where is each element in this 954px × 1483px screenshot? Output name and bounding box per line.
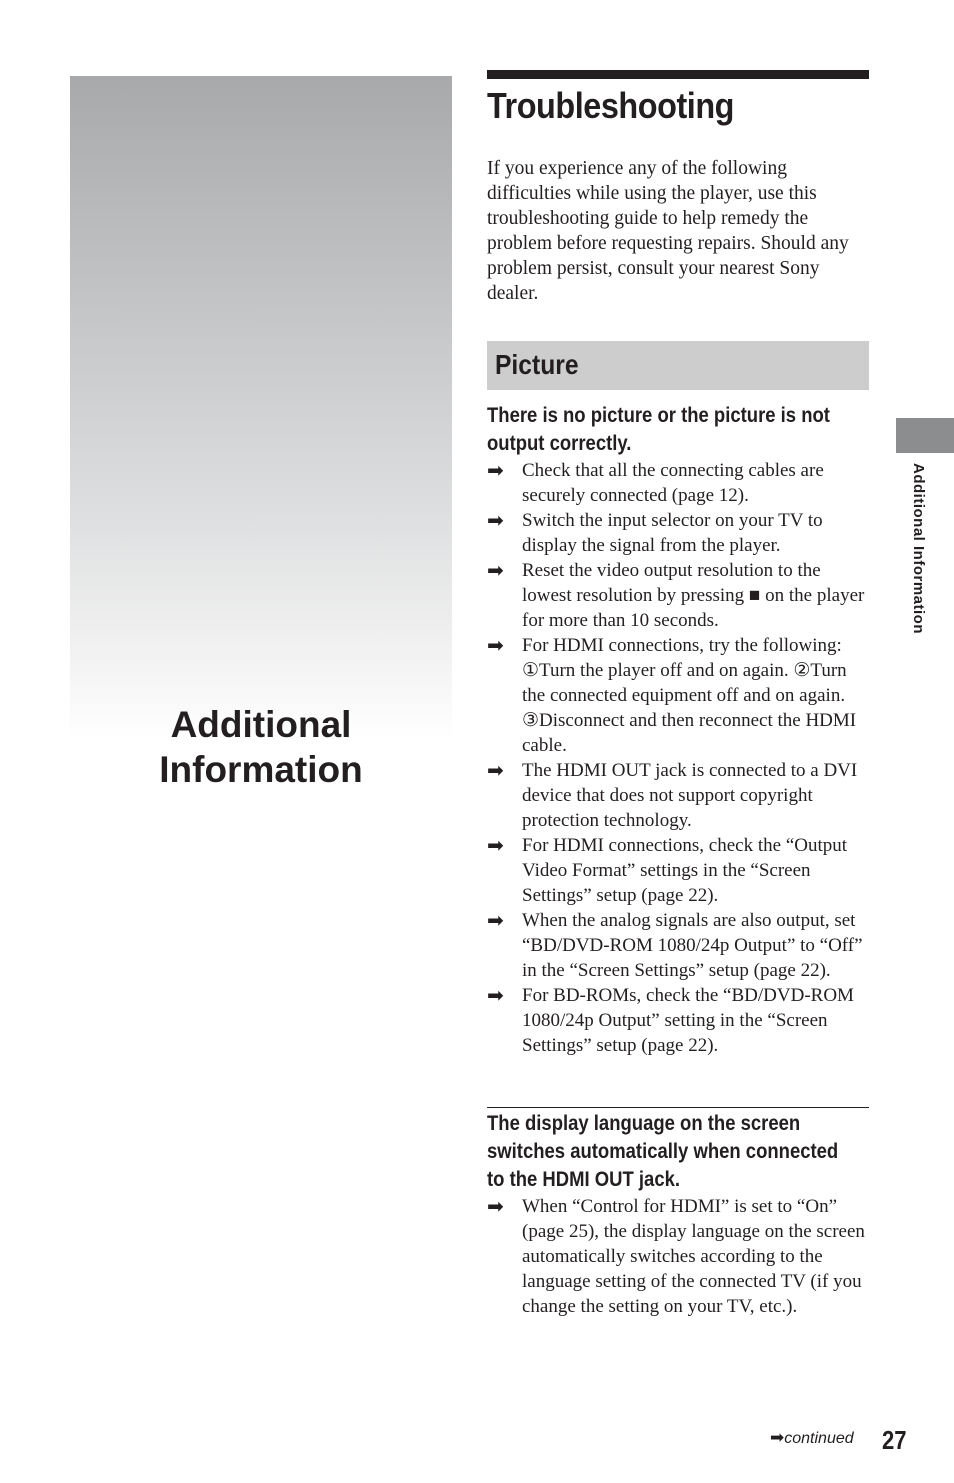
arrow-right-icon: ➡ — [487, 1194, 504, 1218]
intro-paragraph: If you experience any of the following difficulties while using the player, use this troubleshooting guide to help remedy the problem before requesting repairs. Should any problem persist, consult your nearest Sony dealer. — [487, 158, 849, 304]
solution-item — [487, 633, 869, 758]
solution-item — [487, 833, 869, 908]
section-title-line1: Additional — [170, 704, 352, 745]
arrow-right-icon: ➡ — [487, 758, 504, 782]
solution-item — [487, 908, 869, 983]
continued-note — [770, 1428, 854, 1449]
section-band-title: Picture — [495, 349, 579, 380]
solution-text: Check that all the connecting cables are securely connected (page 12). — [522, 460, 824, 506]
continued-text: continued — [784, 1430, 854, 1447]
page-title: Troubleshooting — [487, 85, 735, 126]
problem-heading: The display language on the screen switches automatically when connected to the HDMI OUT jack. — [487, 1112, 839, 1191]
side-tab-label: Additional Information — [910, 463, 927, 634]
problem-heading: There is no picture or the picture is not output correctly. — [487, 404, 830, 455]
section-divider — [487, 1107, 869, 1108]
section-band — [487, 341, 869, 390]
solution-item — [487, 983, 869, 1058]
arrow-right-icon: ➡ — [487, 458, 504, 482]
arrow-right-icon: ➡ — [487, 833, 504, 857]
side-thumb-tab — [896, 418, 954, 453]
section-cover-panel — [70, 76, 452, 740]
solution-text: Reset the video output resolution to the lowest resolution by pressing ■ on the player for more than 10 seconds. — [522, 560, 865, 631]
solution-text: For HDMI connections, check the “Output Video Format” settings in the “Screen Settings” setup (page 22). — [522, 835, 848, 906]
solution-text: For HDMI connections, try the following: ①Turn the player off and on again. ②Turn the connected equipment off and on again. ③Disconnect and then reconnect the HDMI cable. — [522, 635, 857, 756]
solution-list — [487, 1194, 869, 1319]
arrow-right-icon: ➡ — [487, 558, 504, 582]
solution-text: For BD-ROMs, check the “BD/DVD-ROM 1080/24p Output” setting in the “Screen Settings” setup (page 22). — [522, 985, 854, 1056]
section-title-line2: Information — [159, 749, 363, 790]
page-number: 27 — [882, 1425, 907, 1455]
arrow-right-icon: ➡ — [487, 983, 504, 1007]
solution-item — [487, 758, 869, 833]
solution-text: Switch the input selector on your TV to display the signal from the player. — [522, 510, 823, 556]
heading-rule — [487, 70, 869, 79]
solution-list — [487, 458, 869, 1058]
solution-item — [487, 508, 869, 558]
arrow-right-icon: ➡ — [487, 508, 504, 532]
solution-text: When the analog signals are also output, set “BD/DVD-ROM 1080/24p Output” to “Off” in the “Screen Settings” setup (page 22). — [522, 910, 863, 981]
arrow-right-icon: ➡ — [487, 908, 504, 932]
solution-text: When “Control for HDMI” is set to “On” (page 25), the display language on the screen automatically switches according to the language setting of the connected TV (if you change the setting on your TV, etc.). — [522, 1196, 865, 1317]
solution-item — [487, 458, 869, 508]
arrow-right-icon: ➡ — [487, 633, 504, 657]
section-cover-title — [70, 702, 452, 792]
arrow-right-icon: ➡ — [770, 1428, 785, 1448]
solution-text: The HDMI OUT jack is connected to a DVI device that does not support copyright protection technology. — [522, 760, 858, 831]
solution-item — [487, 1194, 869, 1319]
solution-item — [487, 558, 869, 633]
